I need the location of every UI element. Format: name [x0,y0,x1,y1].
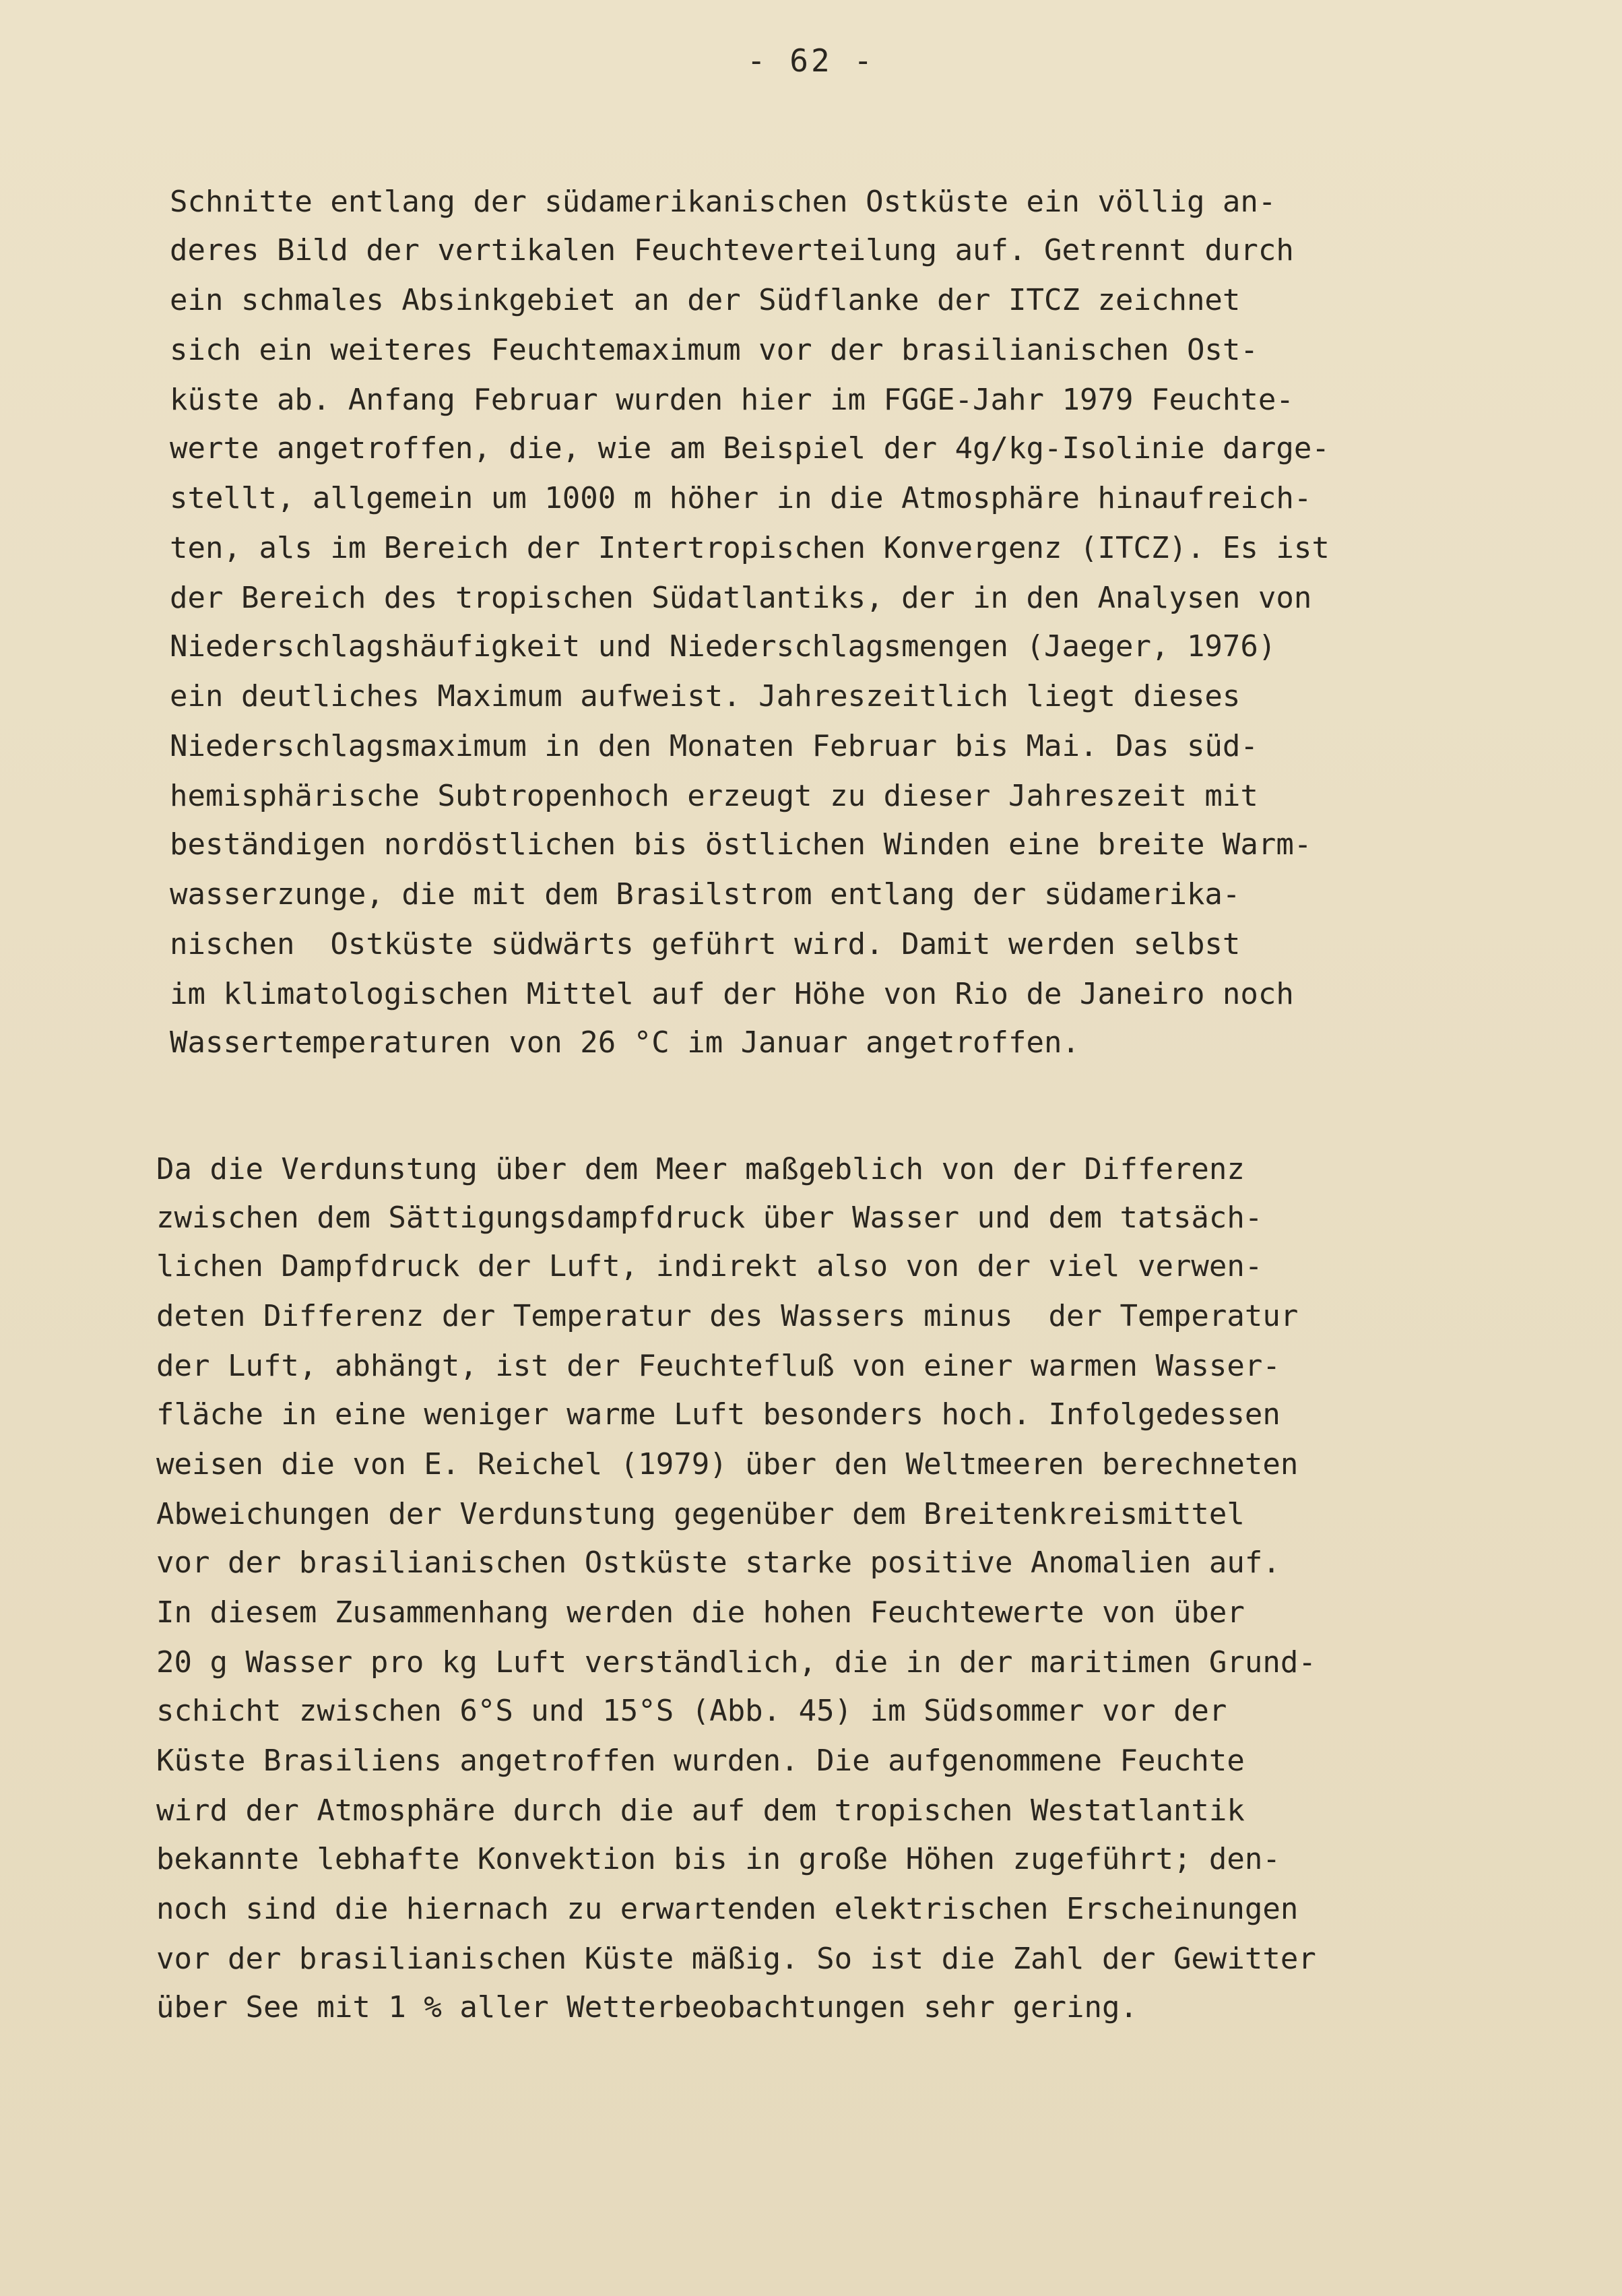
text-line: fläche in eine weniger warme Luft besonders hoch. Infolgedessen [156,1397,1280,1432]
text-line: sich ein weiteres Feuchtemaximum vor der brasilianischen Ost- [170,333,1258,367]
text-line: ten, als im Bereich der Intertropischen Konvergenz (ITCZ). Es ist [170,531,1330,565]
text-line: ein deutliches Maximum aufweist. Jahreszeitlich liegt dieses [170,679,1241,713]
text-line: noch sind die hiernach zu erwartenden elektrischen Erscheinungen [156,1892,1299,1926]
text-line: im klimatologischen Mittel auf der Höhe von Rio de Janeiro noch [170,977,1294,1011]
text-line: schicht zwischen 6°S und 15°S (Abb. 45) im Südsommer vor der [156,1694,1227,1728]
text-line: lichen Dampfdruck der Luft, indirekt also von der viel verwen- [156,1249,1263,1283]
text-line: Küste Brasiliens angetroffen wurden. Die aufgenommene Feuchte [156,1744,1245,1778]
text-line: Wassertemperaturen von 26 °C im Januar angetroffen. [170,1025,1080,1060]
text-line: wasserzunge, die mit dem Brasilstrom entlang der südamerika- [170,877,1241,912]
text-line: der Bereich des tropischen Südatlantiks, der in den Analysen von [170,581,1312,615]
page-number: - 62 - [746,42,876,79]
text-line: küste ab. Anfang Februar wurden hier im FGGE-Jahr 1979 Feuchte- [170,383,1294,417]
text-line: stellt, allgemein um 1000 m höher in die Atmosphäre hinaufreich- [170,481,1312,515]
text-line: Abweichungen der Verdunstung gegenüber dem Breitenkreismittel [156,1497,1245,1531]
text-line: Niederschlagshäufigkeit und Niederschlagsmengen (Jaeger, 1976) [170,629,1276,664]
text-line: bekannte lebhafte Konvektion bis in große Höhen zugeführt; den- [156,1842,1280,1876]
text-line: deres Bild der vertikalen Feuchteverteilung auf. Getrennt durch [170,233,1294,267]
text-line: In diesem Zusammenhang werden die hohen Feuchtewerte von über [156,1595,1245,1630]
text-line: wird der Atmosphäre durch die auf dem tropischen Westatlantik [156,1793,1245,1828]
text-line: weisen die von E. Reichel (1979) über den Weltmeeren berechneten [156,1447,1299,1481]
text-line: beständigen nordöstlichen bis östlichen Winden eine breite Warm- [170,827,1312,862]
text-line: vor der brasilianischen Ostküste starke positive Anomalien auf. [156,1545,1280,1580]
text-line: hemisphärische Subtropenhoch erzeugt zu dieser Jahreszeit mit [170,779,1258,813]
text-line: zwischen dem Sättigungsdampfdruck über Wasser und dem tatsäch- [156,1201,1263,1235]
text-line: deten Differenz der Temperatur des Wassers minus der Temperatur [156,1299,1299,1333]
text-line: Da die Verdunstung über dem Meer maßgeblich von der Differenz [156,1152,1245,1186]
text-line: über See mit 1 % aller Wetterbeobachtungen sehr gering. [156,1990,1138,2024]
text-line: vor der brasilianischen Küste mäßig. So ist die Zahl der Gewitter [156,1942,1316,1976]
text-line: Niederschlagsmaximum in den Monaten Februar bis Mai. Das süd- [170,729,1258,763]
text-line: 20 g Wasser pro kg Luft verständlich, die in der maritimen Grund- [156,1645,1316,1680]
text-line: werte angetroffen, die, wie am Beispiel der 4g/kg-Isolinie darge- [170,431,1330,466]
text-line: ein schmales Absinkgebiet an der Südflanke der ITCZ zeichnet [170,283,1241,317]
text-line: Schnitte entlang der südamerikanischen Ostküste ein völlig an- [170,185,1276,219]
text-line: nischen Ostküste südwärts geführt wird. Damit werden selbst [170,927,1241,961]
text-line: der Luft, abhängt, ist der Feuchtefluß von einer warmen Wasser- [156,1349,1280,1383]
